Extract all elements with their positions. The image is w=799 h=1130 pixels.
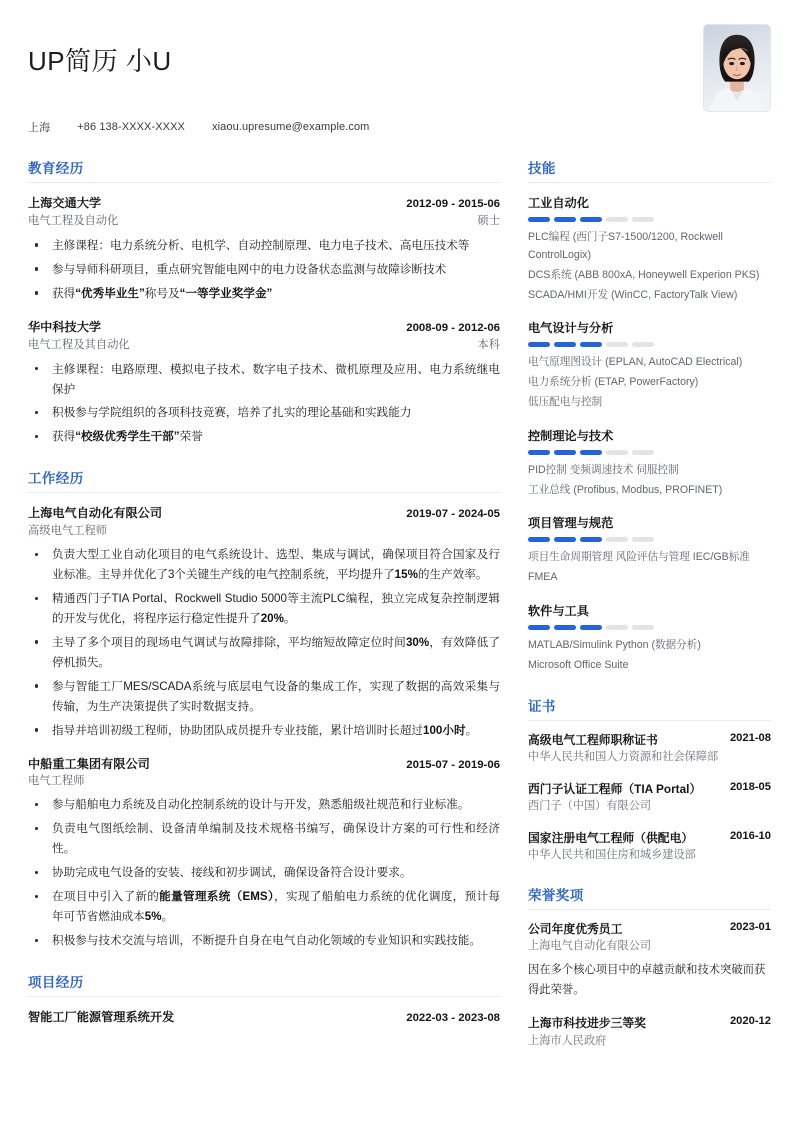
work-role: 电气工程师: [28, 774, 85, 787]
resume-body: [0, 135, 799, 1089]
contact-phone: +86 138-XXXX-XXXX: [77, 121, 185, 134]
skill-item: 工业总线 (Profibus, Modbus, PROFINET): [528, 483, 723, 496]
list-item: 负责大型工业自动化项目的电气系统设计、选型、集成与调试，确保项目符合国家及行业标准。主导并优化了3个关键生产线的电气控制系统，平均提升了15%的生产效率。: [28, 545, 500, 585]
award-title: 公司年度优秀员工: [528, 921, 623, 936]
main-column: [28, 157, 500, 1046]
skill-segment: [580, 625, 602, 630]
skill-group-name: 项目管理与规范: [528, 516, 614, 531]
list-item: 参与船舶电力系统及自动化控制系统的设计与开发，熟悉船级社规范和行业标准。: [28, 795, 500, 815]
award-date: 2023-01: [729, 920, 771, 933]
certificate-date: 2016-10: [729, 829, 771, 842]
education-date: 2008-09 - 2012-06: [406, 321, 500, 334]
project-name: 智能工厂能源管理系统开发: [28, 1009, 175, 1024]
certificate-org: 西门子（中国）有限公司: [528, 800, 652, 813]
work-company: 上海电气自动化有限公司: [28, 506, 163, 521]
education-degree: 本科: [477, 339, 500, 352]
list-item: 参与导师科研项目，重点研究智能电网中的电力设备状态监测与故障诊断技术: [28, 260, 500, 280]
award-description: 因在多个核心项目中的卓越贡献和技术突破而获得此荣誉。: [528, 964, 766, 996]
education-date: 2012-09 - 2015-06: [406, 198, 500, 211]
skill-segment: [528, 342, 550, 347]
skill-item-list: [528, 354, 771, 411]
list-item: 获得“优秀毕业生”称号及“一等学业奖学金”: [28, 284, 500, 304]
list-item: 在项目中引入了新的能量管理系统（EMS），实现了船舶电力系统的优化调度，预计每年可节省燃油成本5%。: [28, 887, 500, 927]
list-item: 积极参与技术交流与培训，不断提升自身在电气自动化领域的专业知识和实践技能。: [28, 931, 500, 951]
skill-item-list: [528, 462, 771, 500]
skill-item-list: [528, 637, 771, 675]
certificate-org: 中华人民共和国人力资源和社会保障部: [528, 751, 719, 764]
side-column: [528, 157, 771, 1069]
education-major: 电气工程及其自动化: [28, 339, 130, 352]
list-item: 主导了多个项目的现场电气调试与故障排除，平均缩短故障定位时间30%，有效降低了停机损失。: [28, 633, 500, 673]
section-work: [28, 467, 500, 951]
list-item: 协助完成电气设备的安装、接线和初步调试，确保设备符合设计要求。: [28, 863, 500, 883]
skill-level-bar: [528, 537, 771, 542]
skill-segment: [606, 217, 628, 222]
avatar: [703, 24, 771, 112]
list-item: 负责电气图纸绘制、设备清单编制及技术规格书编写，确保设计方案的可行性和经济性。: [28, 819, 500, 859]
skill-group-name: 工业自动化: [528, 196, 589, 211]
skill-segment: [528, 537, 550, 542]
skill-item: SCADA/HMI开发 (WinCC, FactoryTalk View): [528, 288, 738, 301]
skill-item: PLC编程 (西门子S7-1500/1200, Rockwell ControlLogix): [528, 231, 723, 261]
education-entry: [28, 194, 500, 304]
skill-segment: [606, 342, 628, 347]
certificate-title: 西门子认证工程师（TIA Portal）: [528, 781, 702, 796]
section-education: [28, 157, 500, 447]
list-item: 主修课程：电力系统分析、电机学、自动控制原理、电力电子技术、高电压技术等: [28, 236, 500, 256]
skill-segment: [554, 217, 576, 222]
skill-item: Microsoft Office Suite: [528, 658, 629, 671]
education-school: 华中科技大学: [28, 319, 102, 334]
education-major: 电气工程及自动化: [28, 215, 119, 228]
skill-group-name: 电气设计与分析: [528, 321, 614, 336]
section-title-education: 教育经历: [28, 157, 500, 183]
award-entry: [528, 921, 771, 1001]
skill-segment: [528, 217, 550, 222]
section-title-certificates: 证书: [528, 695, 771, 721]
skill-item: 电气原理图设计 (EPLAN, AutoCAD Electrical): [528, 356, 743, 369]
list-item: 积极参与学院组织的各项科技竞赛，培养了扎实的理论基础和实践能力: [28, 403, 500, 423]
certificate-title: 国家注册电气工程师（供配电）: [528, 830, 694, 845]
skill-segment: [632, 342, 654, 347]
skill-level-bar: [528, 625, 771, 630]
skill-item: DCS系统 (ABB 800xA, Honeywell Experion PKS): [528, 268, 760, 281]
skill-group: [528, 427, 771, 500]
project-date: 2022-03 - 2023-08: [406, 1011, 500, 1024]
award-title: 上海市科技进步三等奖: [528, 1016, 646, 1031]
section-skills: [528, 157, 771, 674]
section-title-projects: 项目经历: [28, 971, 500, 997]
skill-group-name: 控制理论与技术: [528, 428, 614, 443]
contact-location: 上海: [28, 122, 51, 135]
skill-segment: [580, 537, 602, 542]
skill-segment: [580, 450, 602, 455]
skill-segment: [606, 625, 628, 630]
education-degree: 硕士: [477, 215, 500, 228]
skill-level-bar: [528, 217, 771, 222]
header-left: [28, 22, 703, 135]
award-org: 上海市人民政府: [528, 1035, 607, 1048]
work-role: 高级电气工程师: [28, 524, 108, 537]
education-bullets: [28, 236, 500, 304]
section-title-awards: 荣誉奖项: [528, 884, 771, 910]
skill-segment: [580, 342, 602, 347]
education-school: 上海交通大学: [28, 196, 102, 211]
contact-row: [28, 119, 703, 135]
skill-item-list: [528, 549, 771, 587]
contact-email: xiaou.upresume@example.com: [212, 121, 370, 134]
work-date: 2015-07 - 2019-06: [406, 758, 500, 771]
section-title-skills: 技能: [528, 157, 771, 183]
skill-segment: [606, 537, 628, 542]
skill-item: 电力系统分析 (ETAP, PowerFactory): [528, 376, 699, 389]
skill-group: [528, 194, 771, 304]
skill-item: 项目生命周期管理 风险评估与管理 IEC/GB标准: [528, 551, 750, 564]
list-item: 主修课程：电路原理、模拟电子技术、数字电子技术、微机原理及应用、电力系统继电保护: [28, 360, 500, 400]
resume-header: [0, 0, 799, 135]
work-entry: [28, 755, 500, 951]
certificate-entry: [528, 732, 771, 766]
skill-level-bar: [528, 342, 771, 347]
project-entry: [28, 1008, 500, 1026]
skill-segment: [580, 217, 602, 222]
section-projects: [28, 971, 500, 1026]
skill-item: MATLAB/Simulink Python (数据分析): [528, 638, 701, 651]
work-company: 中船重工集团有限公司: [28, 756, 150, 771]
skill-segment: [554, 342, 576, 347]
skill-item-list: [528, 229, 771, 304]
work-bullets: [28, 795, 500, 951]
skill-segment: [528, 450, 550, 455]
award-entry: [528, 1015, 771, 1049]
certificate-date: 2018-05: [729, 780, 771, 793]
work-entry: [28, 504, 500, 740]
award-org: 上海电气自动化有限公司: [528, 940, 652, 953]
skill-segment: [632, 217, 654, 222]
skill-segment: [632, 450, 654, 455]
list-item: 获得“校级优秀学生干部”荣誉: [28, 427, 500, 447]
skill-segment: [554, 625, 576, 630]
page-title: UP简历 小U: [28, 46, 172, 76]
list-item: 参与智能工厂MES/SCADA系统与底层电气设备的集成工作，实现了数据的高效采集与传输，为生产决策提供了实时数据支持。: [28, 677, 500, 717]
skill-item: FMEA: [528, 571, 558, 584]
skill-item: 低压配电与控制: [528, 395, 603, 408]
list-item: 精通西门子TIA Portal、Rockwell Studio 5000等主流PLC编程，独立完成复杂控制逻辑的开发与优化，将程序运行稳定性提升了20%。: [28, 589, 500, 629]
skill-level-bar: [528, 450, 771, 455]
section-title-work: 工作经历: [28, 467, 500, 493]
certificate-title: 高级电气工程师职称证书: [528, 732, 658, 747]
skill-segment: [606, 450, 628, 455]
education-bullets: [28, 360, 500, 448]
skill-segment: [528, 625, 550, 630]
section-awards: [528, 884, 771, 1050]
certificate-entry: [528, 781, 771, 815]
skill-segment: [554, 450, 576, 455]
list-item: 指导并培训初级工程师，协助团队成员提升专业技能，累计培训时长超过100小时。: [28, 721, 500, 741]
skill-group: [528, 514, 771, 587]
skill-group: [528, 602, 771, 675]
skill-group-name: 软件与工具: [528, 603, 589, 618]
certificate-date: 2021-08: [729, 731, 771, 744]
education-entry: [28, 318, 500, 448]
skill-segment: [632, 625, 654, 630]
skill-segment: [554, 537, 576, 542]
work-bullets: [28, 545, 500, 740]
award-date: 2020-12: [729, 1015, 771, 1028]
skill-item: PID控制 变频调速技术 伺服控制: [528, 463, 679, 476]
skill-segment: [632, 537, 654, 542]
certificate-org: 中华人民共和国住房和城乡建设部: [528, 849, 696, 862]
skill-group: [528, 319, 771, 411]
certificate-entry: [528, 830, 771, 864]
section-certificates: [528, 695, 771, 864]
work-date: 2019-07 - 2024-05: [406, 508, 500, 521]
